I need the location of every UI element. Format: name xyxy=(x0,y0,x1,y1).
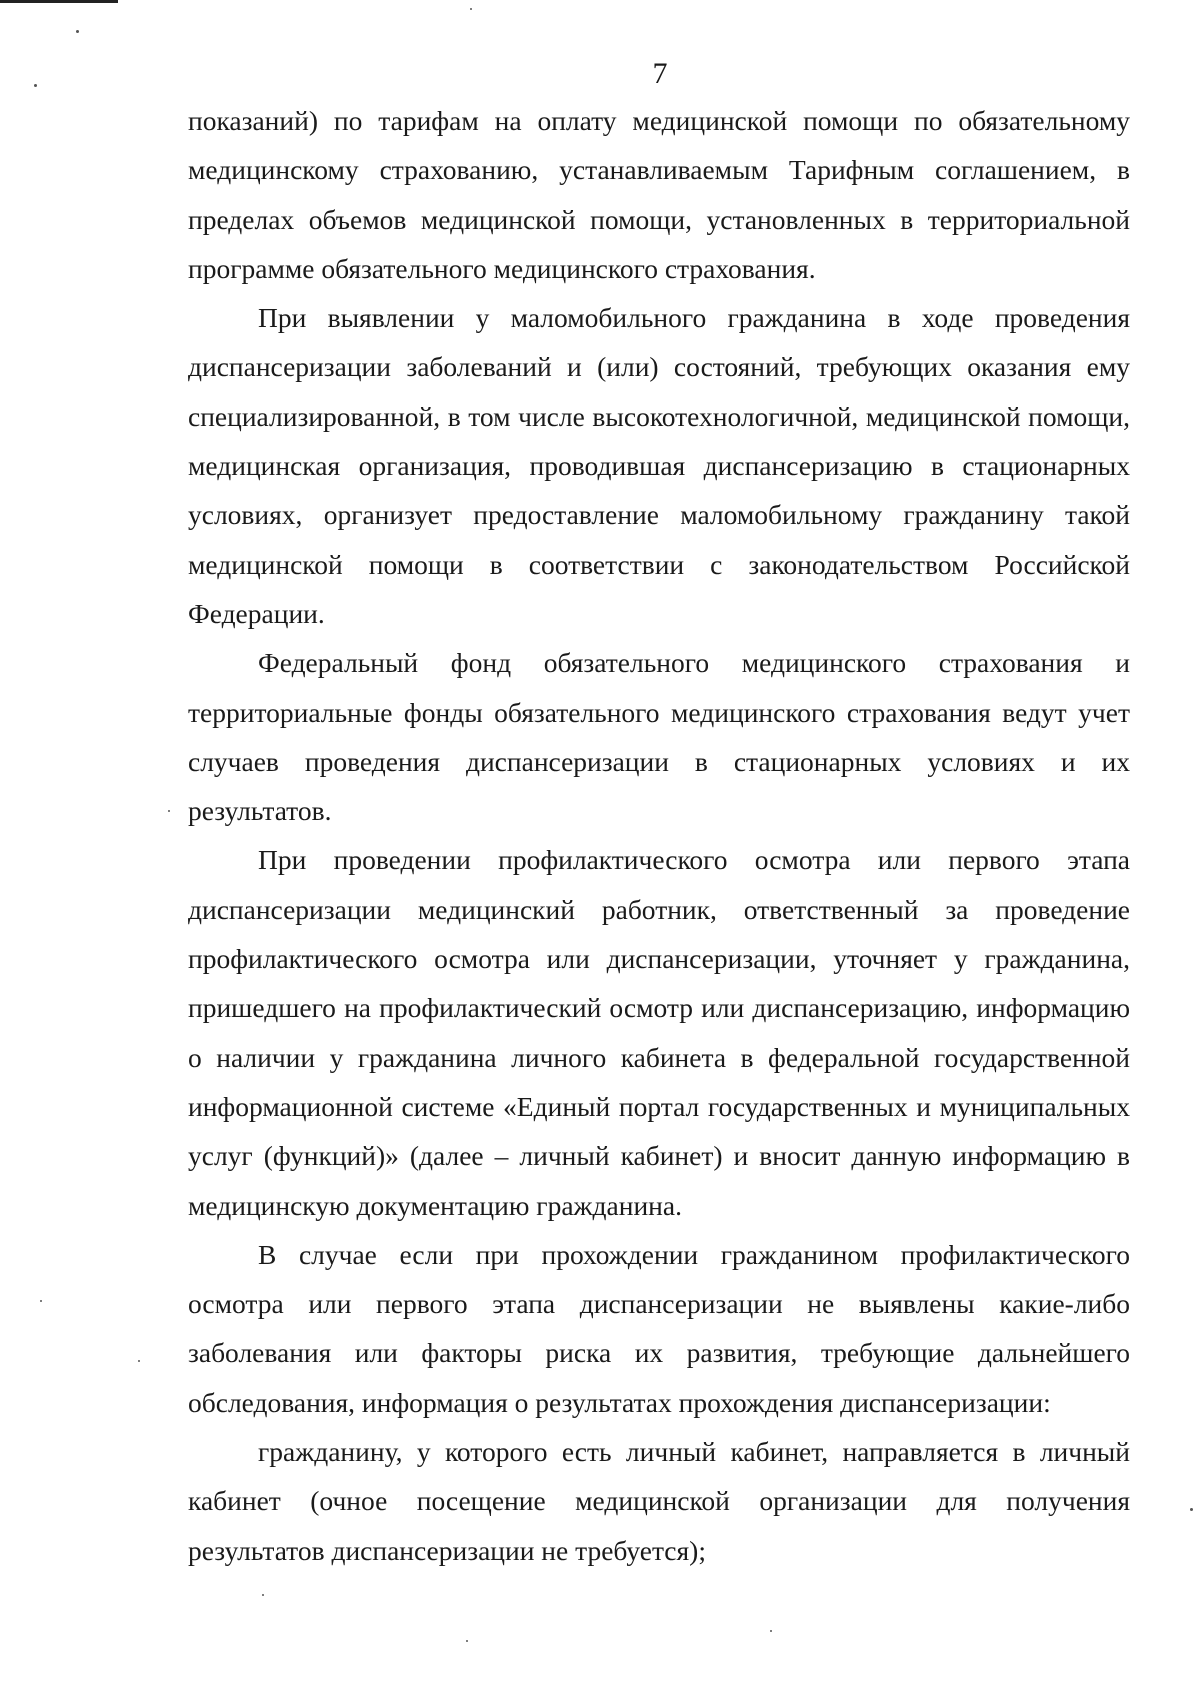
scan-speck xyxy=(40,1300,42,1302)
top-edge-rule xyxy=(0,0,118,3)
scan-speck xyxy=(770,1630,772,1632)
scan-speck xyxy=(34,84,37,87)
paragraph-no-diseases-found: В случае если при прохождении гражданином профилактического осмотра или первого этапа диспансеризации не выявлены какие-либо заболевания или факторы риска их развития, требующие дальнейшего обследования, информация о результатах прохождения диспансеризации: xyxy=(188,1238,1130,1418)
paragraph-insurance-funds: Федеральный фонд обязательного медицинского страхования и территориальные фонды обязательного медицинского страхования ведут учет случаев проведения диспансеризации в стационарных условиях и их результатов. xyxy=(188,647,1130,827)
paragraph-tariffs: показаний) по тарифам на оплату медицинской помощи по обязательному медицинскому страхованию, устанавливаемым Тарифным соглашением, в пределах объемов медицинской помощи, установленных в территориальной программе обязательного медицинского страхования. xyxy=(188,105,1130,284)
scan-speck xyxy=(466,1640,468,1642)
paragraph-personal-account: При проведении профилактического осмотра или первого этапа диспансеризации медицинский работник, ответственный за проведение профилактического осмотра или диспансеризации, уточняет у гражданина, пришедшего на профилактический осмотр или диспансеризацию, информацию о наличии у гражданина личного кабинета в федеральной государственной информационной системе «Единый портал государственных и муниципальных услуг (функций)» (далее – личный кабинет) и вносит данную информацию в медицинскую документацию гражданина. xyxy=(188,844,1130,1221)
scan-speck xyxy=(168,810,170,812)
scan-speck xyxy=(76,30,79,33)
scan-speck xyxy=(138,1360,140,1362)
scan-speck xyxy=(262,1594,264,1596)
scan-speck xyxy=(1190,1508,1193,1511)
paragraph-low-mobility-citizen: При выявлении у маломобильного гражданина в ходе проведения диспансеризации заболеваний и (или) состояний, требующих оказания ему специализированной, в том числе высокотехнологичной, медицинской помощи, медицинская организация, проводившая диспансеризацию в стационарных условиях, организует предоставление маломобильному гражданину такой медицинской помощи в соответствии с законодательством Российской Федерации. xyxy=(188,302,1130,629)
document-body xyxy=(188,96,1130,1575)
page-number: 7 xyxy=(652,57,668,90)
scan-speck xyxy=(470,8,472,10)
paragraph-account-notification: гражданину, у которого есть личный кабинет, направляется в личный кабинет (очное посещение медицинской организации для получения результатов диспансеризации не требуется); xyxy=(188,1436,1130,1566)
